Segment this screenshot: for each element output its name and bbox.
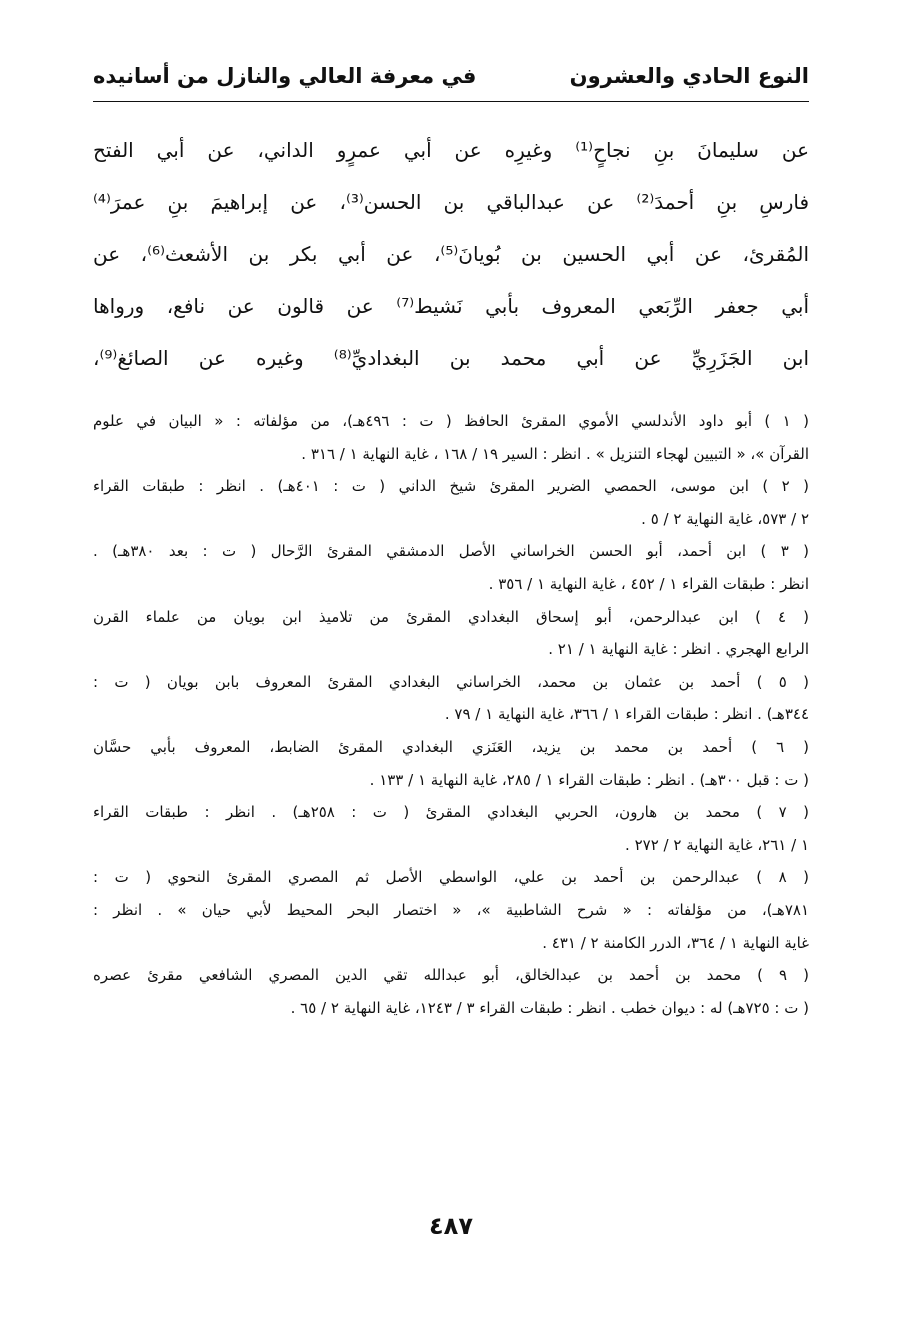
footnote-line: انظر : طبقات القراء ١ / ٤٥٢ ، غاية النهاية ١ / ٣٥٦ . xyxy=(488,574,809,593)
footnote-line: القرآن »، « التبيين لهجاء التنزيل » . انظر : السير ١٩ / ١٦٨ ، غاية النهاية ١ / ٣١٦ . xyxy=(301,444,809,463)
footnote-1 xyxy=(93,405,809,470)
footnote-line: ١ / ٢٦١، غاية النهاية ٢ / ٢٧٢ . xyxy=(625,835,809,854)
footnotes xyxy=(93,405,809,1024)
main-text-line: ابن الجَزَرِيِّ عن أبي محمد بن البغداديِّ⁽⁸⁾ وغيره عن الصائغ⁽⁹⁾، xyxy=(93,346,809,370)
footnote-5 xyxy=(93,666,809,731)
footnote-line: ( ٣ ) ابن أحمد، أبو الحسن الخراساني الأصل الدمشقي المقرئ الرَّحال ( ت : بعد ٣٨٠هـ) . xyxy=(93,542,809,561)
footnote-line: ٧٨١هـ)، من مؤلفاته : « شرح الشاطبية »، « اختصار البحر المحيط لأبي حيان » . انظر : xyxy=(93,900,809,919)
footnote-2 xyxy=(93,470,809,535)
footnote-line: غاية النهاية ١ / ٣٦٤، الدرر الكامنة ٢ / ٤٣١ . xyxy=(542,933,809,952)
footnote-7 xyxy=(93,796,809,861)
main-text-line: أبي جعفر الرِّبَعي المعروف بأبي نَشيط⁽⁷⁾ عن قالون عن نافع، ورواها xyxy=(93,294,809,318)
header-left-title: في معرفة العالي والنازل من أسانيده xyxy=(93,64,477,88)
header-right-title: النوع الحادي والعشرون xyxy=(569,64,809,88)
footnote-line: ( ٥ ) أحمد بن عثمان بن محمد، الخراساني البغدادي المقرئ المعروف بابن بويان ( ت : xyxy=(93,672,809,691)
footnote-line: ( ٨ ) عبدالرحمن بن أحمد بن علي، الواسطي الأصل ثم المصري المقرئ النحوي ( ت : xyxy=(93,868,809,887)
main-text-line: عن سليمانَ بنِ نجاحٍ⁽¹⁾ وغيرِه عن أبي عمرٍو الداني، عن أبي الفتح xyxy=(93,138,809,162)
footnote-line: ( ١ ) أبو داود الأندلسي الأموي المقرئ الحافظ ( ت : ٤٩٦هـ)، من مؤلفاته : « البيان في علوم xyxy=(93,412,809,430)
header-rule xyxy=(93,101,809,102)
footnote-line: ( ٩ ) محمد بن أحمد بن عبدالخالق، أبو عبدالله تقي الدين المصري الشافعي مقرئ عصره xyxy=(93,966,809,985)
footnote-8 xyxy=(93,861,809,959)
footnote-line: ٣٤٤هـ) . انظر : طبقات القراء ١ / ٣٦٦، غاية النهاية ١ / ٧٩ . xyxy=(444,705,809,724)
footnote-6 xyxy=(93,731,809,796)
main-text-line: فارسِ بنِ أحمدَ⁽²⁾ عن عبدالباقي بن الحسن⁽³⁾، عن إبراهيمَ بنِ عمرَ⁽⁴⁾ xyxy=(93,190,809,214)
footnote-4 xyxy=(93,601,809,666)
main-text-line: المُقرئ، عن أبي الحسين بن بُويانَ⁽⁵⁾، عن أبي بكر بن الأشعث⁽⁶⁾، عن xyxy=(93,242,809,266)
footnote-line: ( ٤ ) ابن عبدالرحمن، أبو إسحاق البغدادي المقرئ من تلاميذ ابن بويان من علماء القرن xyxy=(93,607,809,626)
footnote-line: ٢ / ٥٧٣، غاية النهاية ٢ / ٥ . xyxy=(641,509,809,528)
footnote-line: ( ٢ ) ابن موسى، الحمصي الضرير المقرئ شيخ الداني ( ت : ٤٠١هـ) . انظر : طبقات القراء xyxy=(93,477,809,496)
footnote-line: ( ت : ٧٢٥هـ) له : ديوان خطب . انظر : طبقات القراء ٣ / ١٢٤٣، غاية النهاية ٢ / ٦٥ . xyxy=(290,998,809,1017)
footnote-line: ( ت : قبل ٣٠٠هـ) . انظر : طبقات القراء ١ / ٢٨٥، غاية النهاية ١ / ١٣٣ . xyxy=(369,770,809,789)
page-number: ٤٨٧ xyxy=(429,1212,473,1240)
main-text xyxy=(93,124,809,384)
footnote-line: الرابع الهجري . انظر : غاية النهاية ١ / ٢١ . xyxy=(548,640,809,659)
footnote-9 xyxy=(93,959,809,1024)
running-header xyxy=(93,58,809,94)
footnote-line: ( ٦ ) أحمد بن محمد بن يزيد، العَنَزي البغدادي المقرئ الضابط، المعروف بأبي حسَّان xyxy=(93,737,809,756)
footnote-3 xyxy=(93,535,809,600)
footnote-line: ( ٧ ) محمد بن هارون، الحربي البغدادي المقرئ ( ت : ٢٥٨هـ) . انظر : طبقات القراء xyxy=(93,803,809,822)
